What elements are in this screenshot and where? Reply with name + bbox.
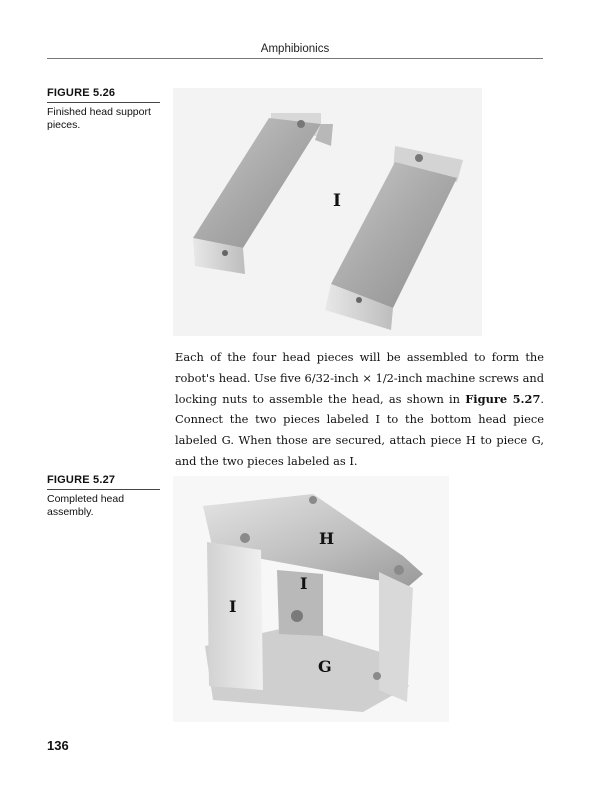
- figure-5-27-label: FIGURE 5.27: [47, 474, 116, 486]
- figure-5-27-caption: Completed head assembly.: [47, 493, 125, 518]
- header-rule: [47, 58, 543, 59]
- photo-label-i-inner: I: [300, 574, 308, 593]
- paragraph-text-2: . Connect the two pieces labeled I to the bottom head piece labeled G. When those are secured, attach piece H to piece G, and the two pieces labeled as I.: [175, 391, 544, 468]
- figure-5-26-label: FIGURE 5.26: [47, 87, 116, 99]
- figure-5-26-rule: [47, 102, 160, 103]
- paragraph-text-1: Each of the four head pieces will be assembled to form the robot's head. Use five 6/32-inch × 1/2-inch machine screws and locking nuts to assemble the head, as shown in: [175, 350, 544, 406]
- photo-label-i: I: [333, 191, 341, 211]
- photo-label-h: H: [319, 529, 335, 548]
- running-head: Amphibionics: [260, 43, 330, 55]
- page-number: 136: [47, 738, 69, 753]
- figure-5-26-caption: Finished head support pieces.: [47, 106, 151, 131]
- figure-5-27-rule: [47, 489, 160, 490]
- photo-label-i-left: I: [229, 597, 237, 616]
- photo-label-g: G: [318, 657, 332, 676]
- figure-reference: Figure 5.27: [465, 391, 541, 406]
- figure-5-27-photo: [173, 476, 449, 722]
- figure-5-26-photo: [173, 88, 482, 336]
- body-paragraph: [175, 347, 544, 472]
